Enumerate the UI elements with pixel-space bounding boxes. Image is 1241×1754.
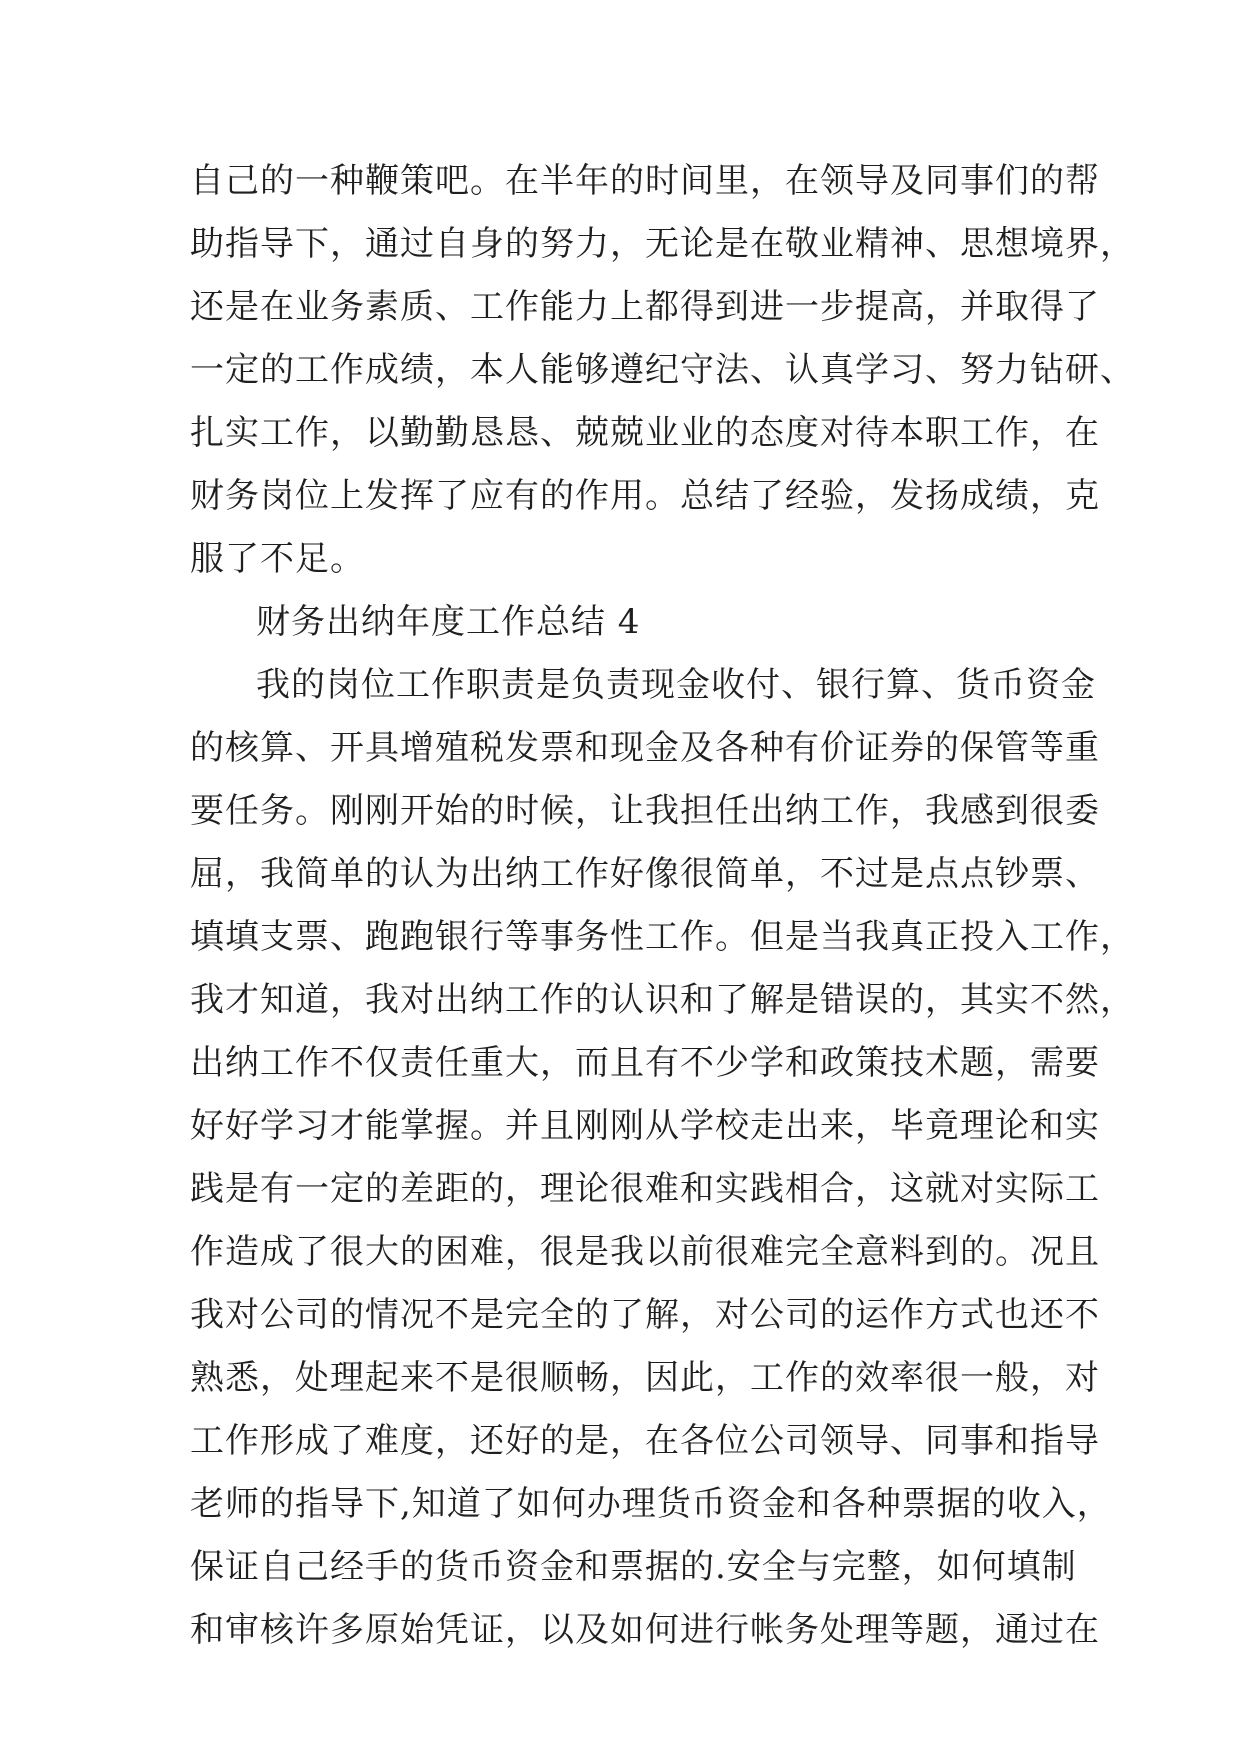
paragraph-line: 好好学习才能掌握。并且刚刚从学校走出来，毕竟理论和实 [190, 1106, 1100, 1146]
paragraph-line: 一定的工作成绩，本人能够遵纪守法、认真学习、努力钻研、 [190, 350, 1135, 390]
paragraph-line: 和审核许多原始凭证，以及如何进行帐务处理等题，通过在 [190, 1610, 1100, 1650]
paragraph-line: 扎实工作，以勤勤恳恳、兢兢业业的态度对待本职工作，在 [190, 413, 1100, 453]
paragraph-line: 财务岗位上发挥了应有的作用。总结了经验，发扬成绩，克 [190, 476, 1100, 516]
paragraph-line: 助指导下，通过自身的努力，无论是在敬业精神、思想境界， [190, 224, 1135, 264]
paragraph-line: 我对公司的情况不是完全的了解，对公司的运作方式也还不 [190, 1295, 1100, 1335]
paragraph-line: 我才知道，我对出纳工作的认识和了解是错误的，其实不然， [190, 980, 1135, 1020]
paragraph-line: 老师的指导下,知道了如何办理货币资金和各种票据的收入， [190, 1484, 1112, 1524]
paragraph-line: 要任务。刚刚开始的时候，让我担任出纳工作，我感到很委 [190, 791, 1100, 831]
paragraph-line: 还是在业务素质、工作能力上都得到进一步提高，并取得了 [190, 287, 1100, 327]
paragraph-line: 出纳工作不仅责任重大，而且有不少学和政策技术题，需要 [190, 1043, 1100, 1083]
paragraph-line: 践是有一定的差距的，理论很难和实践相合，这就对实际工 [190, 1169, 1100, 1209]
paragraph-line: 自己的一种鞭策吧。在半年的时间里，在领导及同事们的帮 [190, 161, 1100, 201]
paragraph-line: 屈，我简单的认为出纳工作好像很简单，不过是点点钞票、 [190, 854, 1100, 894]
paragraph-line: 填填支票、跑跑银行等事务性工作。但是当我真正投入工作， [190, 917, 1135, 957]
paragraph-line: 服了不足。 [190, 539, 365, 579]
paragraph-line: 工作形成了难度，还好的是，在各位公司领导、同事和指导 [190, 1421, 1100, 1461]
section-heading: 财务出纳年度工作总结 4 [256, 602, 641, 642]
paragraph-line: 我的岗位工作职责是负责现金收付、银行算、货币资金 [256, 665, 1096, 705]
paragraph-line: 的核算、开具增殖税发票和现金及各种有价证券的保管等重 [190, 728, 1100, 768]
paragraph-line: 熟悉，处理起来不是很顺畅，因此，工作的效率很一般，对 [190, 1358, 1100, 1398]
paragraph-line: 保证自己经手的货币资金和票据的.安全与完整，如何填制 [190, 1547, 1077, 1587]
document-body [190, 150, 1135, 1662]
paragraph-line: 作造成了很大的困难，很是我以前很难完全意料到的。况且 [190, 1232, 1100, 1272]
